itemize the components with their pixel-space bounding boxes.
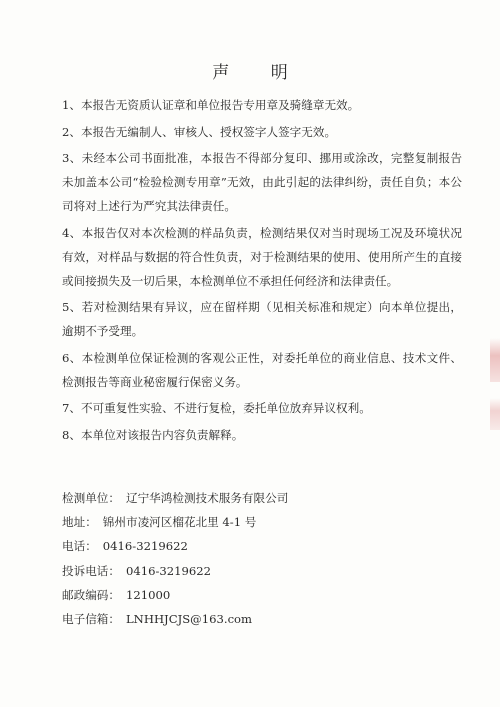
clause-6: 6、本检测单位保证检测的客观公正性，对委托单位的商业信息、技术文件、检测报告等商业秘密履行保密义务。 <box>62 350 462 389</box>
contact-row-company <box>62 490 442 506</box>
postcode-label: 邮政编码： <box>62 587 120 602</box>
clause-3: 3、未经本公司书面批准，本报告不得部分复印、挪用或涂改，完整复制报告未加盖本公司“检验检测专用章”无效，由此引起的法律纠纷，责任自负；本公司将对上述行为严究其法律责任。 <box>62 151 462 213</box>
seal-edge-mark-lower <box>490 398 500 430</box>
contact-row-complaint-phone <box>62 563 442 579</box>
contact-row-email <box>62 611 442 627</box>
postcode-value: 121000 <box>125 587 171 602</box>
clause-7: 7、不可重复性实验、不进行复检，委托单位放弃异议权利。 <box>62 401 371 415</box>
email-label: 电子信箱： <box>62 611 120 626</box>
complaint-phone-value: 0416-3219622 <box>125 563 212 578</box>
seal-edge-mark <box>490 338 500 382</box>
email-value: LNHHJCJS@163.com <box>125 611 253 626</box>
contact-row-phone <box>62 538 442 554</box>
clause-4: 4、本报告仅对本次检测的样品负责，检测结果仅对当时现场工况及环境状况有效，对样品与数据的符合性负责，对于检测结果的使用、使用所产生的直接或间接损失及一切后果，本检测单位不承担任何经济和法律责任。 <box>62 225 462 288</box>
clause-list <box>62 93 462 449</box>
phone-value: 0416-3219622 <box>102 539 188 554</box>
company-label: 检测单位： <box>62 491 120 505</box>
clause-8: 8、本单位对该报告内容负责解释。 <box>62 427 244 442</box>
address-value: 锦州市凌河区榴花北里 4-1 号 <box>102 515 257 530</box>
company-value: 辽宁华鸿检测技术服务有限公司 <box>125 491 289 505</box>
clause-1: 1、本报告无资质认证章和单位报告专用章及骑缝章无效。 <box>62 98 360 112</box>
phone-label: 电话： <box>62 539 97 554</box>
clause-2: 2、本报告无编制人、审核人、授权签字人签字无效。 <box>62 124 337 139</box>
complaint-phone-label: 投诉电话： <box>62 563 120 578</box>
clause-5: 5、若对检测结果有异议，应在留样期（见相关标准和规定）向本单位提出，逾期不予受理。 <box>62 300 462 338</box>
address-label: 地址： <box>62 515 97 530</box>
contact-info <box>62 490 442 635</box>
contact-row-address <box>62 514 442 530</box>
contact-row-postcode <box>62 587 442 603</box>
page-title: 声 明 <box>212 63 306 83</box>
